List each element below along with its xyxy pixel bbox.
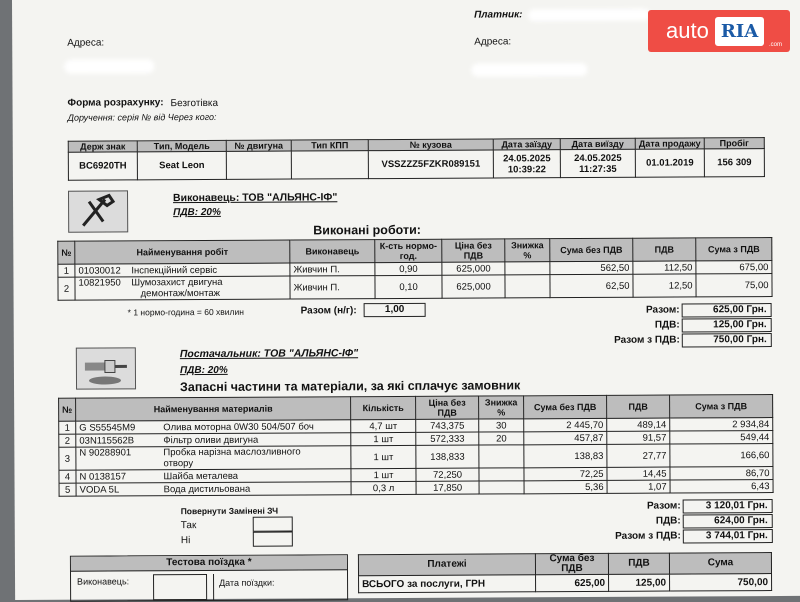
parts-header: Найменування материалів [76, 397, 351, 421]
works-total-value: 625,00 Грн. [682, 303, 772, 317]
parts-total-value: 3 120,01 Грн. [683, 499, 773, 513]
payments-row-total: 750,00 [670, 574, 772, 592]
yes-checkbox[interactable] [253, 517, 293, 532]
table-row: 3 N 90288901 Пробка нарізна маслозливного отвору 1 шт 138,833 138,83 27,77 166,60 [59, 444, 773, 471]
vehicle-header: № кузова [368, 139, 493, 151]
payments-header: Сума без ПДВ [535, 553, 608, 574]
address-label-right: Адреса: [474, 36, 512, 48]
works-title: Виконані роботи: [313, 222, 421, 238]
vehicle-model: Seat Leon [137, 151, 226, 179]
parts-vat: ПДВ: 20% [179, 364, 228, 377]
payments-row-vat: 125,00 [609, 574, 670, 591]
works-header: К-сть нормо-год. [375, 239, 442, 262]
sale-date: 01.01.2019 [635, 149, 704, 177]
redacted-address-left [64, 59, 154, 73]
payment-form-label: Форма розрахунку: [67, 97, 164, 109]
parts-table [58, 394, 774, 497]
returned-parts-label: Повернути Замінені ЗЧ [180, 505, 279, 517]
works-header: ПДВ [633, 238, 696, 261]
parts-header: Знижка % [479, 396, 524, 419]
test-drive-executor-field[interactable] [153, 574, 207, 600]
hours-label: Разом (н/г): [300, 305, 357, 317]
plate-number: BC6920TH [68, 152, 137, 180]
logo-text-com: .com [768, 42, 782, 48]
parts-supplier: Постачальник: ТОВ "АЛЬЯНС-ІФ" [179, 347, 359, 361]
works-table [57, 237, 772, 301]
redacted-address-right [471, 63, 587, 77]
parts-vat-value: 624,00 Грн. [683, 514, 773, 528]
vehicle-header: № двигуна [226, 140, 291, 151]
spark-plug-icon [76, 347, 136, 389]
vin-number: VSSZZZ5FZKR089151 [368, 150, 493, 179]
table-row: 1 G S55545M9 Олива моторна 0W30 504/507 боч 4,7 шт 743,375 30 2 445,70 489,14 2 934,84 [59, 418, 773, 435]
vehicle-table [68, 137, 765, 181]
parts-grand-value: 3 744,01 Грн. [683, 529, 773, 543]
autoria-logo [648, 10, 790, 52]
address-label-left: Адреса: [67, 37, 105, 49]
test-drive-executor-label: Виконавець: [77, 576, 130, 587]
table-row: 2 03N115562B Фільтр оливи двигуна 1 шт 572,333 20 457,87 91,57 549,44 [59, 431, 773, 448]
works-vat: ПДВ: 20% [173, 206, 221, 219]
power-of-attorney: Доручення: серія № від Через кого: [67, 111, 217, 123]
parts-header: Сума з ПДВ [670, 395, 773, 419]
parts-header: ПДВ [607, 395, 670, 418]
vehicle-header: Дата продажу [635, 138, 704, 149]
test-drive-date-label: Дата поїздки: [219, 577, 275, 588]
wrench-icon [68, 190, 128, 232]
vehicle-header: Пробіг [704, 138, 764, 149]
works-header: Сума без ПДВ [550, 238, 633, 261]
vehicle-header: Дата заїзду [493, 139, 560, 150]
payments-row-sum: 625,00 [536, 574, 609, 591]
table-row: 4 N 0138157 Шайба металева 1 шт 72,250 72,25 14,45 86,70 [59, 467, 773, 484]
mileage: 156 309 [704, 149, 764, 177]
gearbox-type [291, 151, 368, 179]
vehicle-header: Дата виїзду [560, 138, 635, 149]
vehicle-header: Тип КПП [291, 140, 368, 151]
table-row: 2 10821950 Шумозахист двигуна демонтаж/монтаж Живчин П. 0,10 625,000 62,50 12,50 75,00 [58, 274, 772, 301]
engine-number [226, 151, 291, 179]
parts-title: Запасні частини та матеріали, за які сплачує замовник [179, 378, 521, 395]
works-header: Найменування робіт [75, 240, 290, 264]
no-label: Ні [180, 535, 191, 547]
vehicle-header: Держ знак [68, 141, 137, 152]
works-total-label: Разом: [645, 304, 680, 316]
payments-header: Сума [669, 553, 771, 575]
logo-text-auto: auto [666, 18, 709, 43]
works-header: Виконавець [290, 240, 375, 263]
logo-text-ria: RIA [715, 17, 764, 46]
works-header: Сума з ПДВ [696, 238, 772, 261]
parts-header: Сума без ПДВ [524, 395, 607, 418]
payments-header: ПДВ [608, 553, 669, 574]
payments-row-label: ВСЬОГО за послуги, ГРН [359, 575, 536, 593]
payer-label: Платник: [474, 9, 523, 21]
works-grand-label: Разом з ПДВ: [614, 334, 680, 346]
parts-vat-label: ПДВ: [655, 515, 681, 527]
date-out: 24.05.2025 11:27:35 [560, 149, 635, 177]
hour-note: * 1 нормо-година = 60 хвилин [127, 306, 244, 318]
works-header: № [58, 241, 75, 264]
works-grand-value: 750,00 Грн. [682, 333, 772, 347]
payment-form-value: Безготівка [170, 97, 219, 110]
parts-header: № [59, 398, 76, 421]
works-vat-value: 125,00 Грн. [682, 318, 772, 332]
hours-value: 1,00 [364, 303, 426, 317]
payments-header: Платежі [358, 554, 535, 576]
parts-header: Ціна без ПДВ [416, 396, 479, 419]
payments-table [358, 552, 772, 593]
table-row: 5 VODA 5L Вода дистильована 0,3 л 17,850 5,36 1,07 6,43 [59, 480, 773, 497]
works-header: Знижка % [505, 239, 550, 262]
works-header: Ціна без ПДВ [442, 239, 505, 262]
table-row [359, 574, 772, 593]
yes-label: Так [180, 520, 197, 532]
invoice-page [12, 0, 800, 600]
parts-header: Кількість [351, 396, 416, 419]
date-in: 24.05.2025 10:39:22 [493, 150, 560, 178]
table-row: 1 01030012 Інспекційний сервіс Живчин П. 0,90 625,000 562,50 112,50 675,00 [58, 261, 772, 278]
parts-grand-label: Разом з ПДВ: [615, 530, 681, 542]
test-drive-box [70, 554, 348, 601]
works-vat-label: ПДВ: [654, 319, 680, 331]
no-checkbox[interactable] [253, 532, 293, 547]
vehicle-header: Тип, Модель [137, 140, 226, 151]
parts-total-label: Разом: [646, 500, 681, 512]
redacted-payer [528, 9, 650, 22]
test-drive-title: Тестова поїздка * [71, 555, 347, 571]
works-executor: Виконавець: ТОВ "АЛЬЯНС-ІФ" [173, 191, 338, 205]
